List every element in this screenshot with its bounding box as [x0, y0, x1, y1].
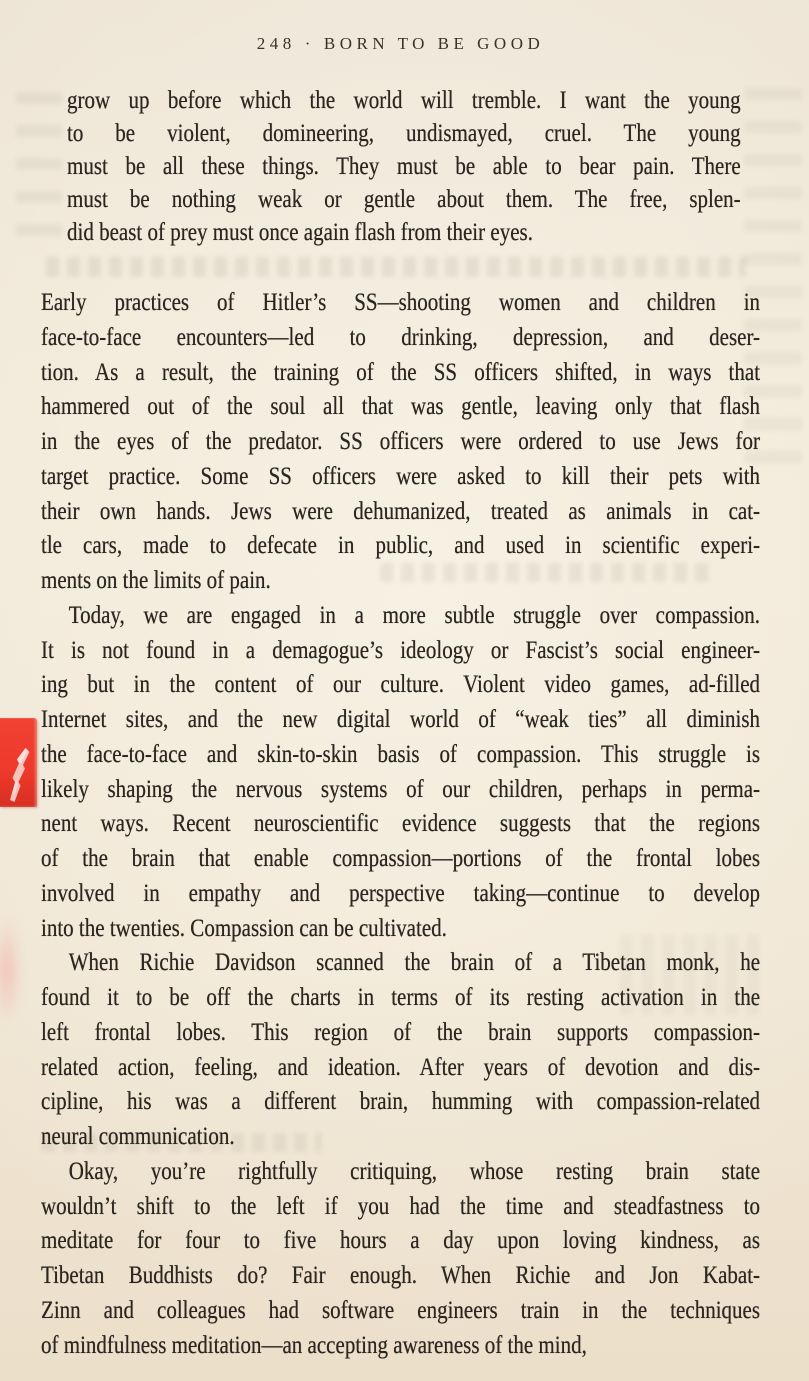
body-line: target practice. Some SS officers were asked to kill their pets with	[41, 462, 761, 490]
body-line: meditate for four to five hours a day upon loving kindness, as	[41, 1227, 761, 1255]
show-through-artifact	[46, 257, 746, 277]
body-line: of the brain that enable compassion—portions of the frontal lobes	[41, 845, 761, 872]
body-line: the face-to-face and skin-to-skin basis of compassion. This struggle is	[41, 740, 761, 768]
body-line: Early practices of Hitler’s SS—shooting women and children in	[41, 289, 761, 316]
separator-dot: ·	[304, 34, 315, 53]
body-line: related action, feeling, and ideation. After years of devotion and dis-	[41, 1053, 761, 1081]
body-line: nent ways. Recent neuroscientific evidence suggests that the regions	[41, 810, 761, 838]
show-through-artifact	[16, 92, 62, 257]
running-head	[41, 34, 760, 54]
body-line: face-to-face encounters—led to drinking, depression, and deser-	[41, 323, 761, 351]
body-line: ing but in the content of our culture. Violent video games, ad-filled	[41, 671, 761, 699]
body-line: found it to be off the charts in terms of its resting activation in the	[41, 984, 761, 1011]
body-line: into the twenties. Compassion can be cultivated.	[41, 914, 447, 942]
body-line: their own hands. Jews were dehumanized, treated as animals in cat-	[41, 497, 761, 525]
body-line: cipline, his was a different brain, humming with compassion-related	[41, 1088, 761, 1116]
body-line: Zinn and colleagues had software engineers train in the techniques	[41, 1296, 761, 1324]
body-line: Tibetan Buddhists do? Fair enough. When Richie and Jon Kabat-	[41, 1262, 761, 1289]
body-line: ments on the limits of pain.	[41, 567, 271, 594]
body-line: wouldn’t shift to the left if you had the time and steadfastness to	[41, 1192, 761, 1220]
body-line: likely shaping the nervous systems of our children, perhaps in perma-	[41, 775, 761, 803]
body-line: It is not found in a demagogue’s ideology or Fascist’s social engineer-	[41, 636, 761, 664]
body-line: neural communication.	[41, 1123, 235, 1150]
ink-smudge-artifact	[0, 915, 22, 1025]
tab-torn-mark-icon	[0, 718, 37, 807]
body-line: When Richie Davidson scanned the brain of a Tibetan monk, he	[68, 949, 761, 977]
quote-line: did beast of prey must once again flash from their eyes.	[67, 219, 533, 246]
quote-line: must be nothing weak or gentle about them. The free, splen-	[67, 186, 741, 213]
block-quote	[67, 84, 741, 249]
quote-line: must be all these things. They must be able to bear pain. There	[67, 153, 741, 180]
body-line: Okay, you’re rightfully critiquing, whose resting brain state	[68, 1157, 761, 1185]
body-line: in the eyes of the predator. SS officers were ordered to use Jews for	[41, 428, 761, 455]
red-sticky-tab[interactable]	[0, 718, 37, 807]
body-line: involved in empathy and perspective taking—continue to develop	[41, 879, 761, 907]
body-line: of mindfulness meditation—an accepting awareness of the mind,	[41, 1331, 587, 1359]
page-number: 248	[256, 34, 296, 53]
quote-line: grow up before which the world will tremble. I want the young	[67, 87, 741, 114]
body-line: hammered out of the soul all that was gentle, leaving only that flash	[41, 393, 761, 421]
body-text	[41, 286, 760, 1363]
body-line: left frontal lobes. This region of the brain supports compassion-	[41, 1018, 761, 1046]
quote-line: to be violent, domineering, undismayed, cruel. The young	[67, 120, 741, 147]
body-line: tion. As a result, the training of the SS officers shifted, in ways that	[41, 358, 761, 386]
body-line: tle cars, made to defecate in public, and used in scientific experi-	[41, 532, 761, 560]
book-title: BORN TO BE GOOD	[323, 34, 545, 53]
body-line: Today, we are engaged in a more subtle struggle over compassion.	[68, 601, 761, 629]
body-line: Internet sites, and the new digital world of “weak ties” all diminish	[41, 706, 761, 733]
